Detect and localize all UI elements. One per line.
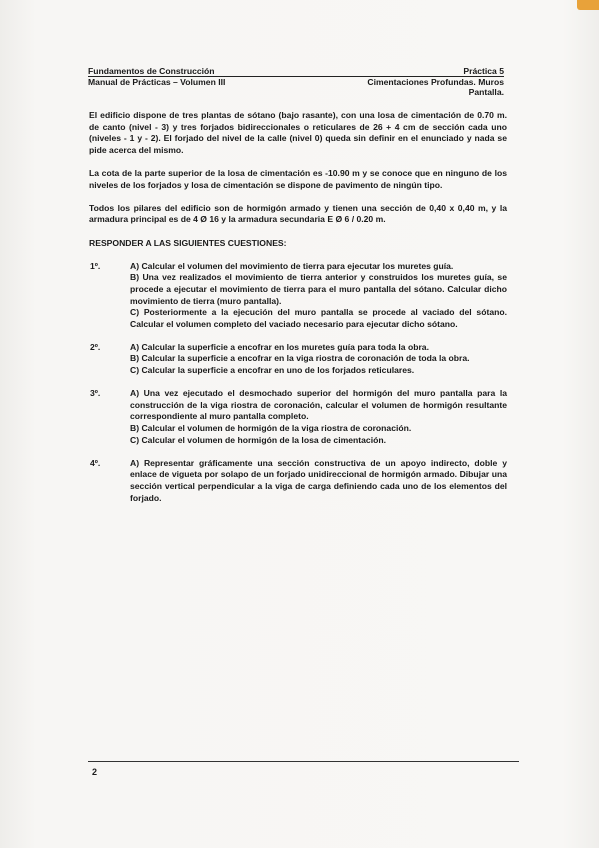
page-number: 2 [92,767,98,777]
question-item: C) Posteriormente a la ejecución del muro pantalla se procede al vaciado del sótano. Calcular el volumen completo del vaciado necesario para ejecutar dicho sótano. [130,307,507,329]
page-content [89,110,507,516]
practice-topic-line-1: Cimentaciones Profundas. Muros [367,77,504,87]
practice-topic-line-2: Pantalla. [468,87,504,97]
question-number: 2º. [90,341,101,352]
header-row-2 [88,77,504,97]
footer-rule [88,761,519,762]
header-row-1 [88,66,504,76]
question-item: B) Una vez realizados el movimiento de tierra anterior y construidos los muretes guía, se procede a ejecutar el movimiento de tierra para el muro pantalla del sótano. Calcular dicho movimiento de tierra (muro pantalla). [130,272,507,306]
question-item: A) Calcular el volumen del movimiento de tierra para ejecutar los muretes guía. [130,260,454,271]
question-body [130,342,507,377]
paragraph-pillars: Todos los pilares del edificio son de hormigón armado y tienen una sección de 0,40 x 0,40 m, y la armadura principal es de 4 Ø 16 y la armadura secundaria E Ø 6 / 0.20 m. [89,202,507,225]
question-item: C) Calcular el volumen de hormigón de la losa de cimentación. [130,434,386,445]
page-header [88,66,504,97]
question-body [130,261,507,331]
question-item: A) Una vez ejecutado el desmochado superior del hormigón del muro pantalla para la construcción de la viga riostra de coronación, calcular el volumen de hormigón resultante correspondiente al muro pantalla completo. [130,388,507,422]
practice-topic [367,77,504,97]
question-2 [89,342,507,377]
question-body [130,388,507,446]
question-item: A) Calcular la superficie a encofrar en los muretes guía para toda la obra. [130,341,429,352]
question-body [130,458,507,504]
manual-title: Manual de Prácticas – Volumen III [88,77,226,87]
page-corner-tab [577,0,599,10]
paragraph-foundation-level: La cota de la parte superior de la losa de cimentación es -10.90 m y se conoce que en ninguno de los niveles de los forjados y losa de cimentación se dispone de pavimento de ningún tipo. [89,167,507,190]
question-item: A) Representar gráficamente una sección constructiva de un apoyo indirecto, doble y enlace de vigueta por solapo de un forjado unidireccional de hormigón armado. Dibujar una sección vertical perpendicular a la viga de carga definiendo cada uno de los elementos del forjado. [130,457,507,503]
paragraph-building-description: El edificio dispone de tres plantas de sótano (bajo rasante), con una losa de cimentación de 0.70 m. de canto (nivel - 3) y tres forjados bidireccionales o reticulares de 26 + 4 cm de sección cada uno (niveles - 1 y - 2). El forjado del nivel de la calle (nivel 0) queda sin definir en el enunciado y nada se pide acerca del mismo. [89,110,507,155]
questions-heading: RESPONDER A LAS SIGUIENTES CUESTIONES: [89,237,287,248]
course-title: Fundamentos de Construcción [88,66,215,76]
question-number: 4º. [90,457,101,468]
question-item: C) Calcular la superficie a encofrar en uno de los forjados reticulares. [130,365,415,376]
question-number: 1º. [90,260,101,271]
question-item: B) Calcular el volumen de hormigón de la viga riostra de coronación. [130,423,412,434]
question-number: 3º. [90,388,101,399]
practice-number: Práctica 5 [463,66,504,76]
question-3 [89,388,507,446]
question-4 [89,458,507,504]
question-item: B) Calcular la superficie a encofrar en la viga riostra de coronación de toda la obra. [130,353,470,364]
question-1 [89,261,507,331]
